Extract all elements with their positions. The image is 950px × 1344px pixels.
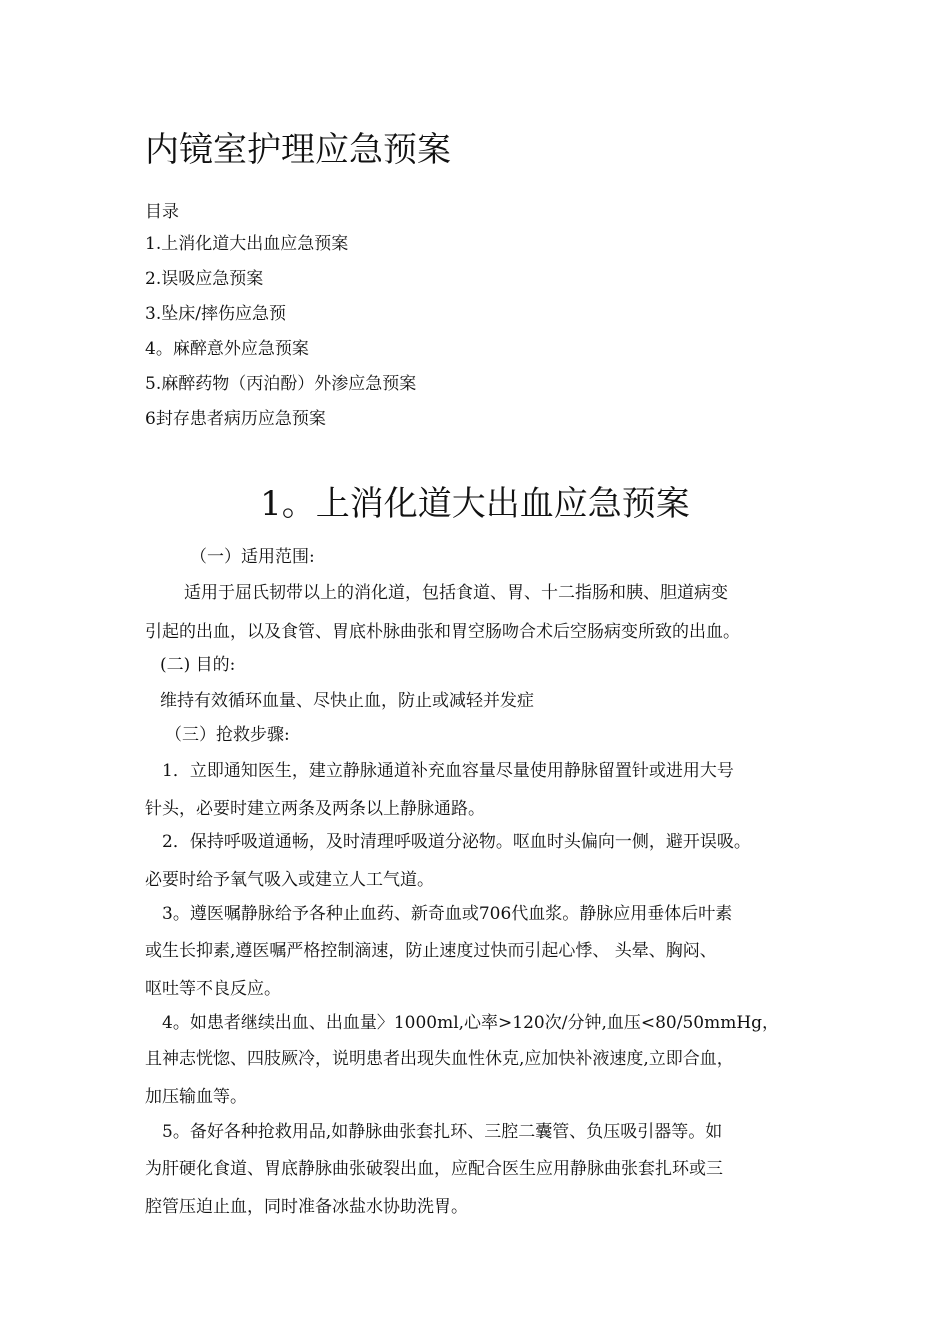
- step-line: 3。遵医嘱静脉给予各种止血药、新奇血或706代血浆。静脉应用垂体后叶素: [162, 904, 733, 924]
- paragraph-line: 引起的出血，以及食管、胃底朴脉曲张和胃空肠吻合术后空肠病变所致的出血。: [145, 622, 740, 642]
- toc-heading: 目录: [145, 202, 179, 222]
- step-line: 加压输血等。: [145, 1087, 247, 1107]
- subheading-steps: （三）抢救步骤:: [165, 725, 290, 745]
- step-line: 2．保持呼吸道通畅，及时清理呼吸道分泌物。呕血时头偏向一侧，避开误吸。: [162, 832, 751, 852]
- step-line: 或生长抑素,遵医嘱严格控制滴速，防止速度过快而引起心悸、 头晕、胸闷、: [145, 941, 717, 961]
- step-line: 4。如患者继续出血、出血量〉1000ml,心率>120次/分钟,血压<80/50mmHg，: [162, 1013, 780, 1033]
- toc-item-6[interactable]: 6封存患者病历应急预案: [145, 409, 326, 429]
- document-title: 内镜室护理应急预案: [145, 130, 451, 170]
- toc-item-3[interactable]: 3.坠床/摔伤应急预: [145, 304, 286, 324]
- step-line: 呕吐等不良反应。: [145, 979, 281, 999]
- step-line: 且神志恍惚、四肢厥冷，说明患者出现失血性休克,应加快补液速度,立即合血，: [145, 1049, 734, 1069]
- step-line: 5。备好各种抢救用品,如静脉曲张套扎环、三腔二囊管、负压吸引器等。如: [162, 1122, 723, 1142]
- subheading-scope: （一）适用范围:: [190, 547, 315, 567]
- step-line: 腔管压迫止血，同时准备冰盐水协助洗胃。: [145, 1197, 468, 1217]
- paragraph-line: 维持有效循环血量、尽快止血，防止或减轻并发症: [160, 691, 534, 711]
- step-line: 必要时给予氧气吸入或建立人工气道。: [145, 870, 434, 890]
- step-line: 为肝硬化食道、胃底静脉曲张破裂出血，应配合医生应用静脉曲张套扎环或三: [145, 1159, 723, 1179]
- toc-item-2[interactable]: 2.误吸应急预案: [145, 269, 264, 289]
- paragraph-line: 适用于屈氏韧带以上的消化道，包括食道、胃、十二指肠和胰、胆道病变: [184, 583, 728, 603]
- table-of-contents: [145, 232, 416, 442]
- section-1-title: 1。上消化道大出血应急预案: [260, 484, 690, 524]
- subheading-purpose: (二) 目的:: [160, 655, 236, 675]
- toc-item-4[interactable]: 4。麻醉意外应急预案: [145, 339, 309, 359]
- toc-item-5[interactable]: 5.麻醉药物（丙泊酚）外渗应急预案: [145, 374, 417, 394]
- step-line: 1．立即通知医生，建立静脉通道补充血容量尽量使用静脉留置针或进用大号: [162, 761, 734, 781]
- toc-item-1[interactable]: 1.上消化道大出血应急预案: [145, 234, 349, 254]
- step-line: 针头，必要时建立两条及两条以上静脉通路。: [145, 799, 485, 819]
